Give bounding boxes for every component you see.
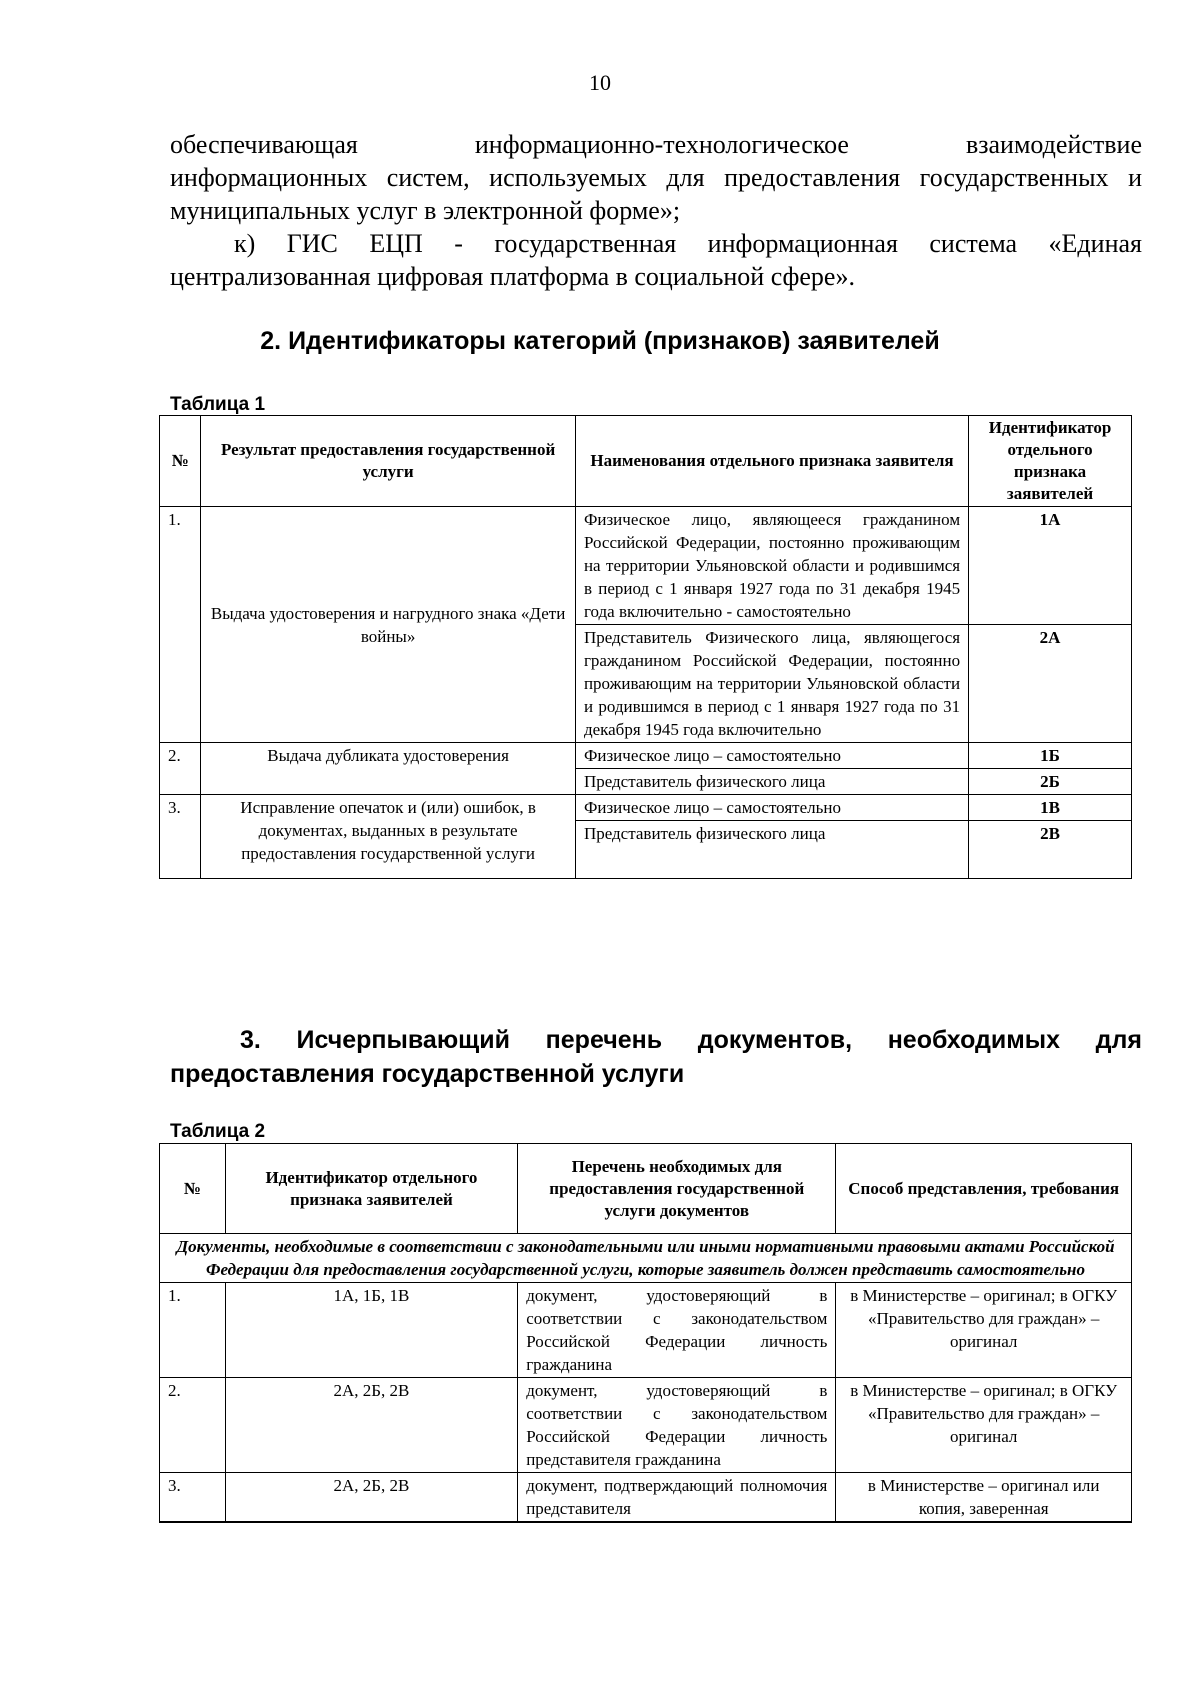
table-row	[160, 1283, 1132, 1378]
intro-text	[170, 128, 1142, 293]
feature-id: 2Б	[969, 769, 1132, 795]
table-row	[160, 795, 1132, 821]
table-2-group-row	[160, 1234, 1132, 1283]
table-1-header-row	[160, 416, 1132, 507]
section-3-title-line-2: предоставления государственной услуги	[170, 1060, 685, 1088]
row-result: Выдача удостоверения и нагрудного знака «Дети войны»	[201, 507, 576, 743]
feature-name: Физическое лицо – самостоятельно	[575, 743, 968, 769]
row-number: 2.	[160, 743, 201, 795]
table-1-header-id: Идентификатор отдельного признака заявителей	[969, 416, 1132, 507]
intro-paragraph-k: к) ГИС ЕЦП - государственная информационная система «Единая централизованная цифровая платформа в социальной сфере».	[170, 229, 1142, 291]
feature-name: Представитель физического лица	[575, 769, 968, 795]
row-number: 2.	[160, 1378, 226, 1473]
row-document: документ, подтверждающий полномочия представителя	[518, 1473, 836, 1523]
feature-id: 2А	[969, 625, 1132, 743]
intro-line-1: обеспечивающая информационно-технологическое взаимодействие	[170, 130, 1142, 159]
feature-name: Физическое лицо, являющееся гражданином Российской Федерации, постоянно проживающим на территории Ульяновской области и родившимся в период с 1 января 1927 года по 31 декабря 1945 года включительно - самостоятельно	[575, 507, 968, 625]
section-2-title: 2. Идентификаторы категорий (признаков) заявителей	[260, 327, 940, 355]
table-1-header-feature: Наименования отдельного признака заявителя	[575, 416, 968, 507]
row-number: 3.	[160, 1473, 226, 1523]
table-2-header-documents: Перечень необходимых для предоставления государственной услуги документов	[518, 1144, 836, 1234]
row-number: 1.	[160, 1283, 226, 1378]
section-3-title	[170, 1023, 1142, 1091]
table-1-header-result: Результат предоставления государственной услуги	[201, 416, 576, 507]
row-ids: 2А, 2Б, 2В	[225, 1473, 518, 1523]
table-2-group-note: Документы, необходимые в соответствии с законодательными или иными нормативными правовыми актами Российской Федерации для предоставления государственной услуги, которые заявитель должен представить самостоятельно	[160, 1234, 1132, 1283]
row-method: в Министерстве – оригинал или копия, заверенная	[836, 1473, 1132, 1523]
feature-id: 1В	[969, 795, 1132, 821]
row-result: Исправление опечаток и (или) ошибок, в документах, выданных в результате предоставления государственной услуги	[201, 795, 576, 879]
row-document: документ, удостоверяющий в соответствии с законодательством Российской Федерации личность представителя гражданина	[518, 1378, 836, 1473]
section-3-title-line-1: 3. Исчерпывающий перечень документов, необходимых для	[240, 1026, 1142, 1054]
table-row	[160, 1378, 1132, 1473]
table-1-caption: Таблица 1	[170, 394, 266, 415]
feature-id: 1А	[969, 507, 1132, 625]
row-number: 3.	[160, 795, 201, 879]
table-row	[160, 743, 1132, 769]
table-1	[159, 415, 1132, 879]
row-result: Выдача дубликата удостоверения	[201, 743, 576, 795]
table-row	[160, 507, 1132, 625]
feature-id: 1Б	[969, 743, 1132, 769]
intro-line-2: информационных систем, используемых для предоставления государственных и муниципальных услуг в электронной форме»;	[170, 163, 1142, 225]
table-2-header-id: Идентификатор отдельного признака заявителей	[225, 1144, 518, 1234]
row-ids: 2А, 2Б, 2В	[225, 1378, 518, 1473]
row-number: 1.	[160, 507, 201, 743]
page-number: 10	[589, 70, 611, 95]
feature-name: Представитель физического лица	[575, 821, 968, 879]
table-2-header-number: №	[160, 1144, 226, 1234]
row-ids: 1А, 1Б, 1В	[225, 1283, 518, 1378]
table-row	[160, 1473, 1132, 1523]
table-2-header-row	[160, 1144, 1132, 1234]
feature-name: Физическое лицо – самостоятельно	[575, 795, 968, 821]
table-2-caption: Таблица 2	[170, 1121, 266, 1142]
row-method: в Министерстве – оригинал; в ОГКУ «Правительство для граждан» – оригинал	[836, 1283, 1132, 1378]
row-method: в Министерстве – оригинал; в ОГКУ «Правительство для граждан» – оригинал	[836, 1378, 1132, 1473]
feature-id: 2В	[969, 821, 1132, 879]
table-2	[159, 1143, 1132, 1523]
table-2-header-method: Способ представления, требования	[836, 1144, 1132, 1234]
feature-name: Представитель Физического лица, являющегося гражданином Российской Федерации, постоянно проживающим на территории Ульяновской области и родившимся в период с 1 января 1927 года по 31 декабря 1945 года включительно	[575, 625, 968, 743]
table-1-header-number: №	[160, 416, 201, 507]
row-document: документ, удостоверяющий в соответствии с законодательством Российской Федерации личность гражданина	[518, 1283, 836, 1378]
